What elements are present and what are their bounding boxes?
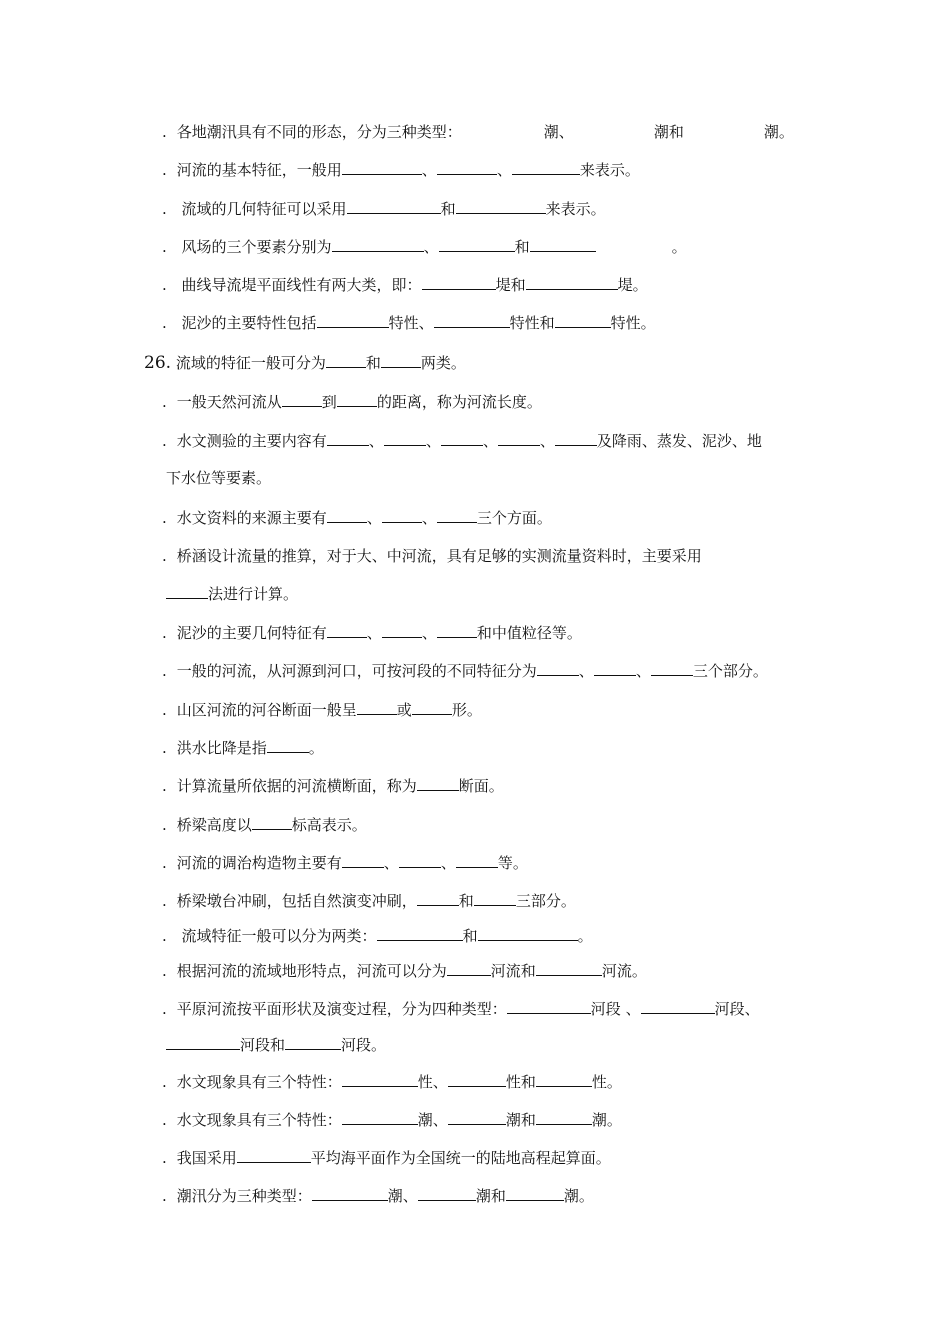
question-text: 桥涵设计流量的推算，对于大、中河流，具有足够的实测流量资料时，主要采用 — [176, 547, 702, 565]
question-line — [162, 661, 768, 681]
answer-blank[interactable] — [237, 1148, 311, 1163]
question-text: 、 — [425, 432, 441, 450]
answer-blank[interactable] — [474, 891, 516, 906]
question-text: 、 — [635, 662, 651, 680]
question-text: 和 — [365, 354, 381, 372]
answer-blank[interactable] — [478, 926, 578, 941]
question-text: 河段 、 — [590, 1000, 641, 1018]
question-line — [162, 546, 702, 566]
question-text: 到 — [321, 393, 337, 411]
question-bullet: . — [162, 1149, 167, 1167]
question-line — [162, 431, 762, 451]
answer-blank[interactable] — [347, 199, 441, 214]
question-text: 一般的河流，从河源到河口，可按河段的不同特征分为 — [176, 662, 537, 680]
question-text: 的距离，称为河流长度。 — [376, 393, 542, 411]
question-text: 潮。 — [591, 1111, 622, 1129]
question-text: 桥梁高度以 — [176, 816, 252, 834]
answer-blank[interactable] — [594, 661, 636, 676]
answer-blank[interactable] — [651, 661, 693, 676]
question-text: 、 — [368, 432, 384, 450]
question-line — [162, 815, 367, 835]
question-text: 性和 — [505, 1073, 536, 1091]
question-bullet: . — [162, 509, 167, 527]
question-line — [162, 160, 640, 180]
question-line — [162, 776, 504, 796]
answer-blank[interactable] — [555, 431, 597, 446]
answer-blank[interactable] — [342, 160, 422, 175]
question-line — [162, 623, 582, 643]
question-line — [162, 275, 648, 295]
question-line — [166, 584, 298, 604]
answer-blank[interactable] — [327, 431, 369, 446]
question-bullet: . — [162, 624, 167, 642]
question-text: 断面。 — [458, 777, 504, 795]
question-text: 、 — [421, 624, 437, 642]
answer-blank[interactable] — [437, 623, 477, 638]
question-text: 等。 — [497, 854, 528, 872]
question-bullet: . — [162, 662, 167, 680]
question-bullet: . — [162, 200, 167, 218]
answer-blank[interactable] — [417, 891, 459, 906]
question-text: 。 — [308, 739, 324, 757]
question-text: 堤。 — [617, 276, 648, 294]
answer-blank[interactable] — [526, 275, 618, 290]
question-text: 两类。 — [420, 354, 466, 372]
question-text: 潮和 — [475, 1187, 506, 1205]
answer-blank[interactable] — [456, 853, 498, 868]
question-text: 潮和 — [653, 123, 684, 141]
question-text: 河流。 — [601, 962, 647, 980]
question-text: 水文资料的来源主要有 — [176, 509, 327, 527]
question-line — [162, 199, 606, 219]
question-text: 泥沙的主要几何特征有 — [176, 624, 327, 642]
question-bullet: . — [162, 432, 167, 450]
question-bullet: . — [162, 393, 167, 411]
question-bullet: . — [162, 777, 167, 795]
question-text: 水文现象具有三个特性： — [176, 1111, 342, 1129]
question-text: 潮汛分为三种类型： — [176, 1187, 312, 1205]
question-text: 、 — [366, 624, 382, 642]
answer-blank[interactable] — [507, 999, 591, 1014]
answer-blank[interactable] — [312, 1186, 388, 1201]
question-line — [162, 999, 760, 1019]
question-text: 特性。 — [610, 314, 656, 332]
answer-blank[interactable] — [342, 1110, 418, 1125]
question-bullet: . — [162, 854, 167, 872]
answer-blank[interactable] — [252, 815, 292, 830]
question-text: 河段和 — [240, 1036, 286, 1054]
question-text: 来表示。 — [579, 161, 640, 179]
question-text: 法进行计算。 — [208, 585, 299, 603]
question-bullet: . — [162, 962, 167, 980]
answer-blank[interactable] — [437, 160, 497, 175]
answer-blank[interactable] — [317, 313, 389, 328]
question-text: 及降雨、蒸发、泥沙、地 — [596, 432, 762, 450]
question-line — [162, 1072, 622, 1092]
answer-blank[interactable] — [381, 353, 421, 368]
question-text: 三部分。 — [515, 892, 576, 910]
question-text: 或 — [396, 701, 412, 719]
question-line — [162, 1148, 611, 1168]
question-line — [162, 122, 794, 142]
question-bullet: . — [162, 892, 167, 910]
answer-blank[interactable] — [382, 508, 422, 523]
question-text: 平均海平面作为全国统一的陆地高程起算面。 — [310, 1149, 611, 1167]
question-text: 计算流量所依据的河流横断面，称为 — [176, 777, 417, 795]
question-text: 性。 — [591, 1073, 622, 1091]
question-text: 桥梁墩台冲刷，包括自然演变冲刷， — [176, 892, 417, 910]
question-bullet: . — [162, 1000, 167, 1018]
question-text: 流域的特征一般可分为 — [171, 354, 326, 372]
question-text: 三个方面。 — [476, 509, 552, 527]
question-text: 和 — [458, 892, 474, 910]
question-line — [162, 738, 324, 758]
answer-blank[interactable] — [530, 237, 596, 252]
question-text: 平原河流按平面形状及演变过程，分为四种类型： — [176, 1000, 507, 1018]
question-text: 泥沙的主要特性包括 — [176, 314, 317, 332]
answer-blank[interactable] — [342, 1072, 418, 1087]
question-text: 风场的三个要素分别为 — [176, 238, 332, 256]
question-text: 、 — [440, 854, 456, 872]
question-line — [162, 891, 576, 911]
answer-blank[interactable] — [166, 584, 208, 599]
question-text: 、 — [421, 509, 437, 527]
question-text: 和 — [462, 927, 478, 945]
question-text: 河段。 — [341, 1036, 387, 1054]
question-text: 山区河流的河谷断面一般呈 — [176, 701, 357, 719]
answer-blank[interactable] — [377, 926, 463, 941]
answer-blank[interactable] — [498, 431, 540, 446]
question-text: 各地潮汛具有不同的形态，分为三种类型： — [176, 123, 462, 141]
question-line — [162, 1110, 622, 1130]
question-text: 流域的几何特征可以采用 — [176, 200, 347, 218]
question-text: 河流的基本特征，一般用 — [176, 161, 342, 179]
question-line — [162, 237, 687, 257]
answer-blank[interactable] — [536, 1110, 592, 1125]
question-line — [166, 468, 271, 488]
answer-blank[interactable] — [536, 961, 602, 976]
answer-blank[interactable] — [422, 275, 496, 290]
question-text: 潮和 — [505, 1111, 536, 1129]
question-text: 潮。 — [563, 1187, 594, 1205]
answer-blank[interactable] — [337, 392, 377, 407]
question-text: 根据河流的流域地形特点，河流可以分为 — [176, 962, 447, 980]
question-bullet: . — [162, 161, 167, 179]
question-text: 曲线导流堤平面线性有两大类，即： — [176, 276, 422, 294]
answer-blank[interactable] — [447, 961, 491, 976]
answer-blank[interactable] — [418, 1186, 476, 1201]
question-text: 来表示。 — [545, 200, 606, 218]
question-line — [162, 926, 593, 946]
question-line — [162, 313, 656, 333]
answer-blank[interactable] — [332, 237, 424, 252]
question-text: 形。 — [451, 701, 482, 719]
answer-blank[interactable] — [506, 1186, 564, 1201]
question-text: 、 — [539, 432, 555, 450]
question-text: 。 — [671, 238, 687, 256]
answer-blank[interactable] — [382, 623, 422, 638]
answer-blank[interactable] — [342, 853, 384, 868]
question-text: 特性、 — [388, 314, 434, 332]
question-text: 潮、 — [543, 123, 574, 141]
question-text: 。 — [577, 927, 593, 945]
question-text: 水文测验的主要内容有 — [176, 432, 327, 450]
question-text: 河段、 — [714, 1000, 760, 1018]
answer-blank[interactable] — [166, 1035, 240, 1050]
question-line — [162, 1186, 594, 1206]
question-bullet: . — [162, 238, 167, 256]
question-line — [166, 1035, 386, 1055]
question-text: 流域特征一般可以分为两类： — [176, 927, 377, 945]
answer-blank[interactable] — [555, 313, 611, 328]
question-line — [162, 508, 552, 528]
answer-blank[interactable] — [448, 1072, 506, 1087]
question-line — [162, 853, 528, 873]
question-bullet: . — [162, 547, 167, 565]
question-line — [144, 353, 466, 373]
answer-blank[interactable] — [417, 776, 459, 791]
question-text: 和中值粒径等。 — [476, 624, 582, 642]
question-text: 、 — [383, 854, 399, 872]
question-text: 性、 — [417, 1073, 448, 1091]
question-line — [162, 392, 542, 412]
question-text: 洪水比降是指 — [176, 739, 267, 757]
question-bullet: . — [162, 701, 167, 719]
answer-blank[interactable] — [327, 508, 367, 523]
answer-blank[interactable] — [434, 313, 510, 328]
question-bullet: . — [162, 739, 167, 757]
question-text: 潮、 — [417, 1111, 448, 1129]
answer-blank[interactable] — [512, 160, 580, 175]
answer-blank[interactable] — [326, 353, 366, 368]
question-number: 26. — [144, 353, 172, 373]
question-text: 、 — [482, 432, 498, 450]
question-line — [162, 700, 482, 720]
question-bullet: . — [162, 123, 167, 141]
question-text: 堤和 — [495, 276, 526, 294]
question-text: 我国采用 — [176, 1149, 237, 1167]
answer-blank[interactable] — [448, 1110, 506, 1125]
question-text: 河流和 — [490, 962, 536, 980]
question-text: 河流的调治构造物主要有 — [176, 854, 342, 872]
question-text: 、 — [366, 509, 382, 527]
question-bullet: . — [162, 816, 167, 834]
question-text: 特性和 — [509, 314, 555, 332]
question-bullet: . — [162, 927, 167, 945]
question-text: 、 — [421, 161, 437, 179]
question-text: 和 — [514, 238, 530, 256]
answer-blank[interactable] — [267, 738, 309, 753]
question-text: 、 — [496, 161, 512, 179]
answer-blank[interactable] — [327, 623, 367, 638]
question-text: 和 — [440, 200, 456, 218]
answer-blank[interactable] — [399, 853, 441, 868]
question-text: 下水位等要素。 — [166, 469, 272, 487]
question-text: 三个部分。 — [692, 662, 768, 680]
question-bullet: . — [162, 1073, 167, 1091]
answer-blank[interactable] — [437, 508, 477, 523]
question-bullet: . — [162, 276, 167, 294]
question-bullet: . — [162, 314, 167, 332]
answer-blank[interactable] — [537, 661, 579, 676]
question-text: 、 — [423, 238, 439, 256]
answer-blank[interactable] — [441, 431, 483, 446]
answer-blank[interactable] — [456, 199, 546, 214]
answer-blank[interactable] — [439, 237, 515, 252]
question-text: 潮。 — [763, 123, 794, 141]
answer-blank[interactable] — [536, 1072, 592, 1087]
question-line — [162, 961, 647, 981]
answer-blank[interactable] — [357, 700, 397, 715]
answer-blank[interactable] — [641, 999, 715, 1014]
question-text: 水文现象具有三个特性： — [176, 1073, 342, 1091]
question-text: 潮、 — [387, 1187, 418, 1205]
question-bullet: . — [162, 1111, 167, 1129]
answer-blank[interactable] — [282, 392, 322, 407]
question-text: 标高表示。 — [291, 816, 367, 834]
answer-blank[interactable] — [384, 431, 426, 446]
question-bullet: . — [162, 1187, 167, 1205]
question-text: 一般天然河流从 — [176, 393, 282, 411]
answer-blank[interactable] — [412, 700, 452, 715]
question-text: 、 — [578, 662, 594, 680]
answer-blank[interactable] — [285, 1035, 341, 1050]
